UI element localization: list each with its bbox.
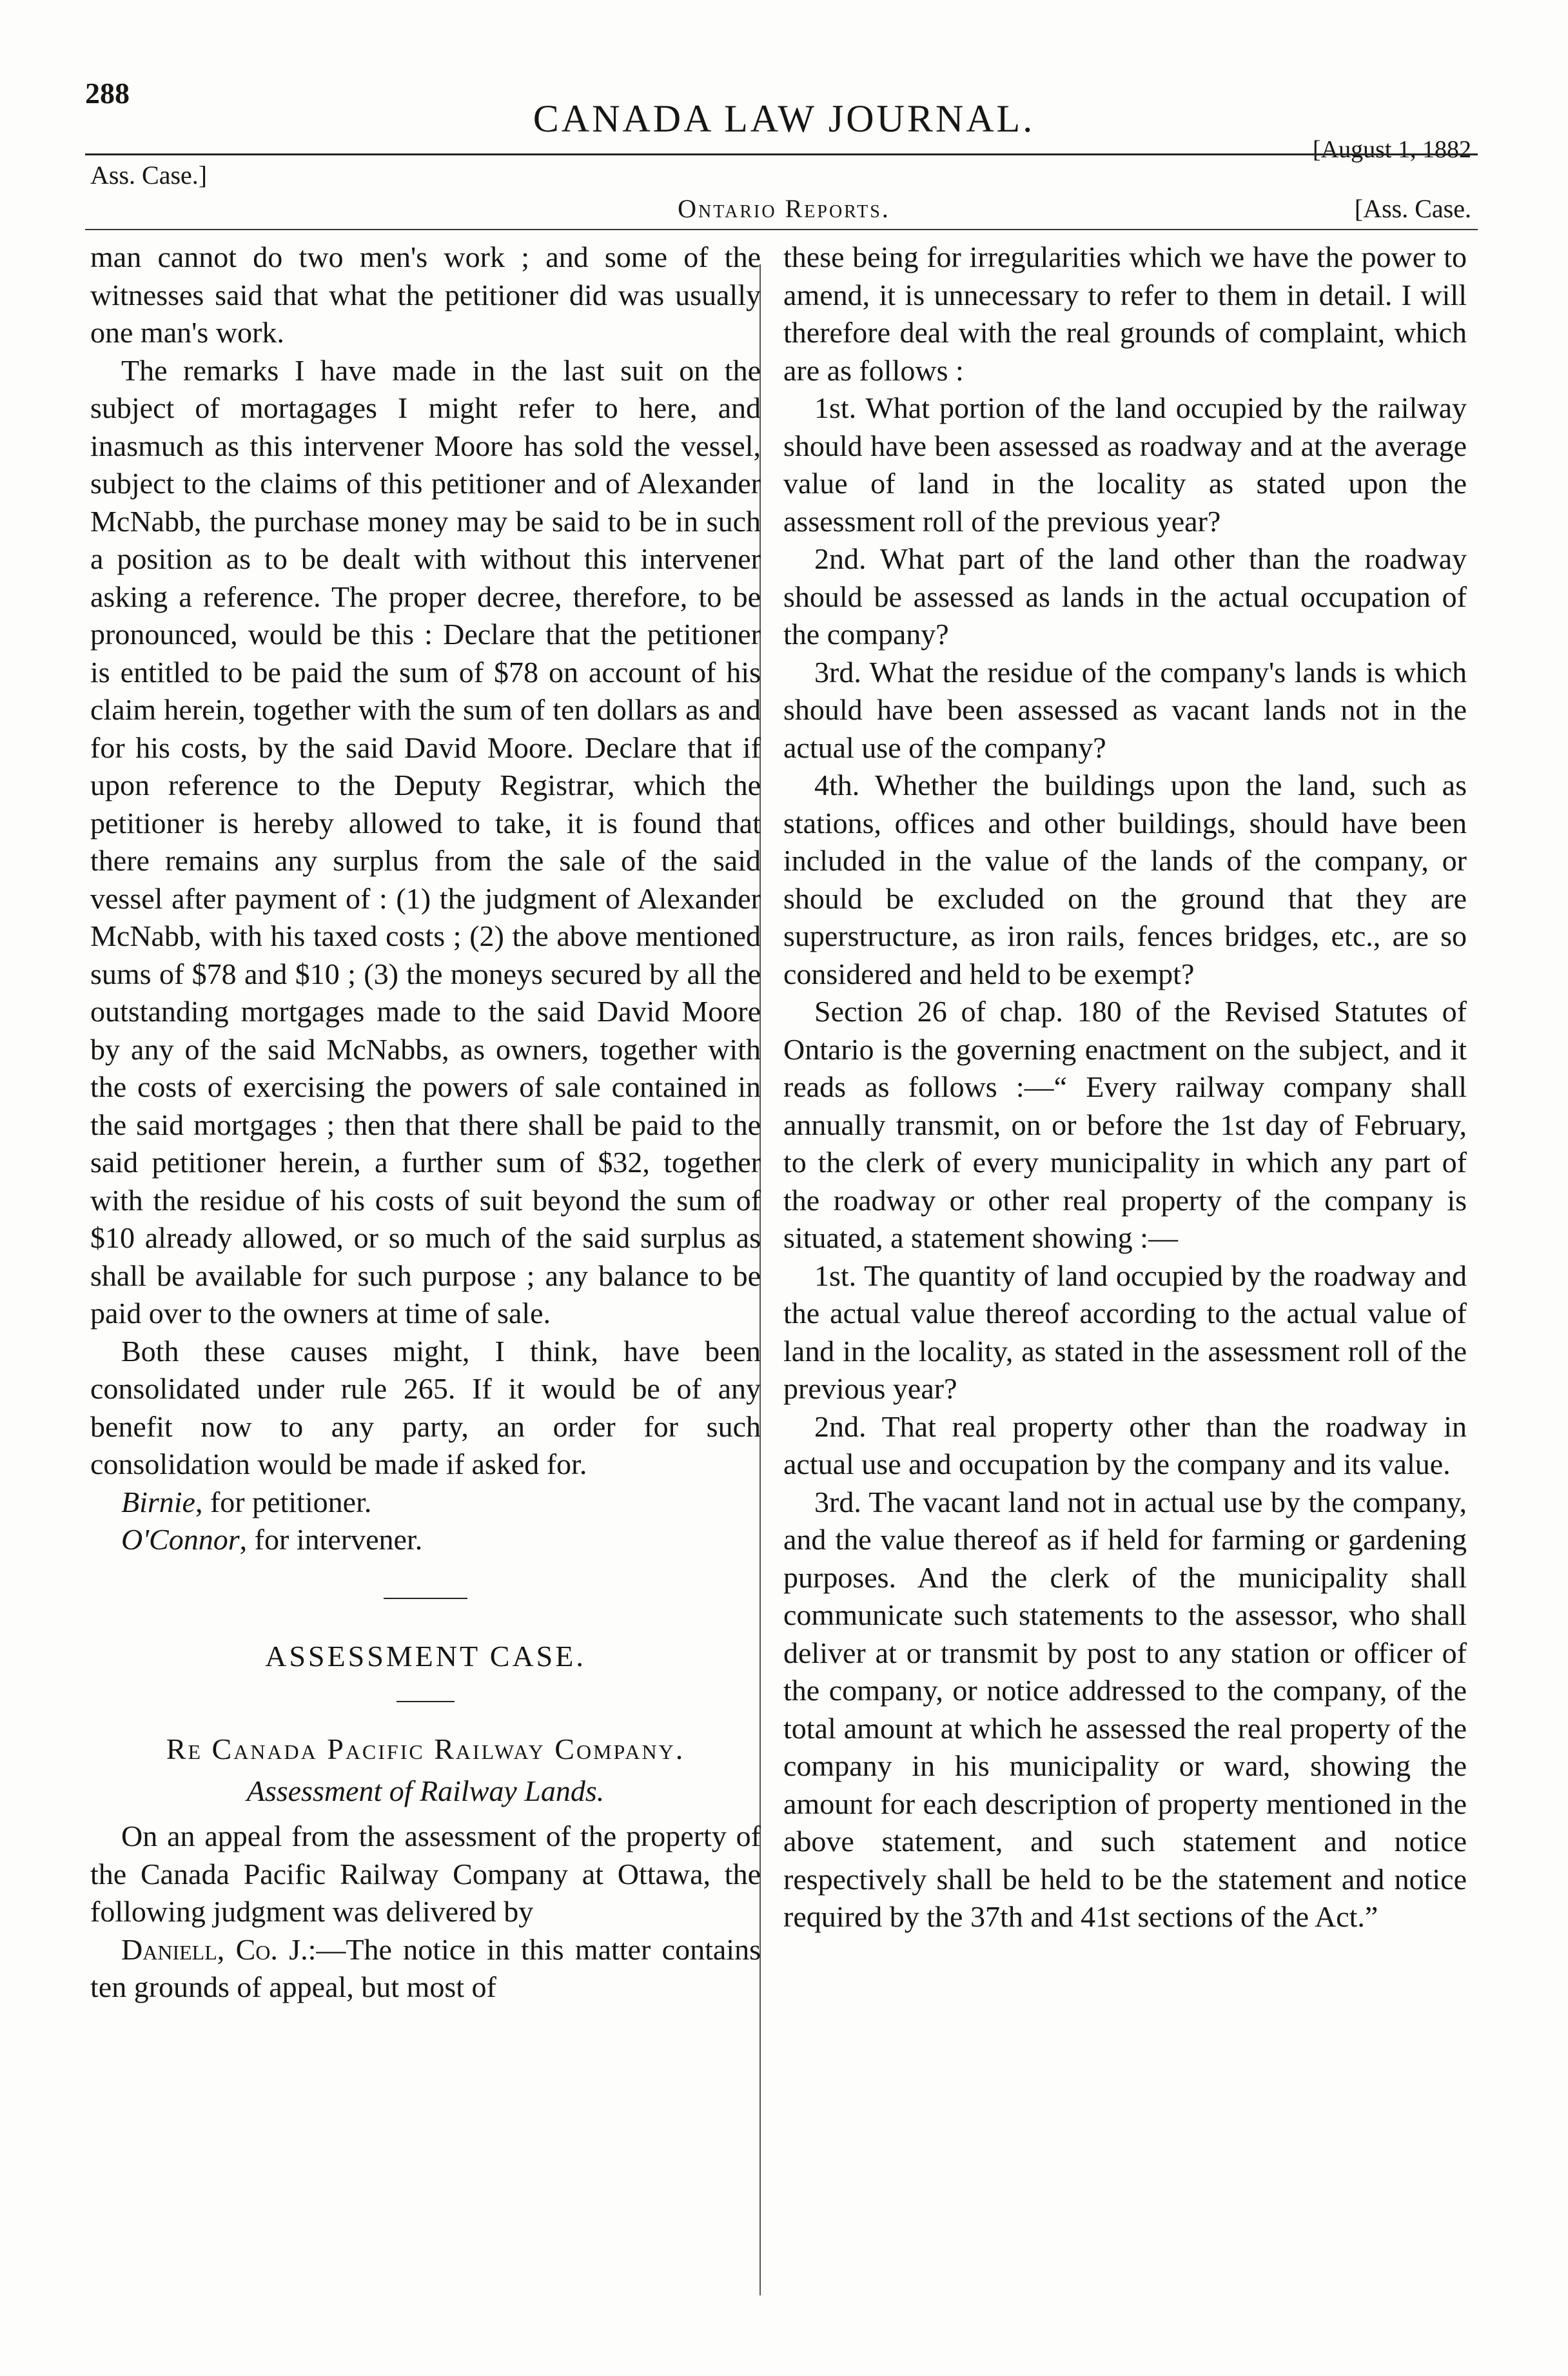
paragraph: The remarks I have made in the last suit on the subject of mortagages I might refer to here, and inasmuch as this intervener Moore has sold the vessel, subject to the claims of this petitioner and of Alexander McNabb, the purchase money may be said to be in such a position as to be dealt with without this intervener asking a reference. The proper decree, therefore, to be pronounced, would be this : Declare that the petitioner is entitled to be paid the sum of $78 on account of his claim herein, together with the sum of ten dollars as and for his costs, by the said David Moore. Declare that if upon reference to the Deputy Registrar, which the petitioner is hereby allowed to take, it is found that there remains any surplus from the sale of the said vessel after payment of : (1) the judgment of Alexander McNabb, with his taxed costs ; (2) the above mentioned sums of $78 and $10 ; (3) the moneys secured by all the outstanding mortgages made to the said David Moore by any of the said McNabbs, as owners, together with the costs of exercising the powers of sale contained in the said mortgages ; then that there shall be paid to the said petitioner herein, a further sum of $32, together with the residue of his costs of suit beyond the sum of $10 already allowed, or so much of the said surplus as shall be available for such purpose ; any balance to be paid over to the owners at time of sale.: [90, 353, 761, 1330]
paragraph: man cannot do two men's work ; and some of the witnesses said that what the petitioner did was usually one man's work.: [90, 241, 761, 349]
heading-divider: [397, 1701, 455, 1702]
counsel-name: Birnie: [121, 1485, 195, 1518]
judgment-text: :—The notice in this matter contains ten grounds of appeal, but most of: [90, 1932, 761, 2003]
header-rule-top: [85, 153, 1478, 155]
page-number: 288: [85, 77, 130, 110]
paragraph: Section 26 of chap. 180 of the Revised Statutes of Ontario is the governing enactment on the subject, and it reads as follows :—“ Every railway company shall annually transmit, on or before the 1st day of February, to the clerk of every municipality in which any part of the roadway or other real property of the company is situated, a statement showing :—: [783, 995, 1467, 1254]
counsel-line: [90, 1521, 761, 1559]
left-column: [90, 239, 761, 2007]
case-name: Re Canada Pacific Railway Company.: [166, 1733, 685, 1765]
paragraph: 1st. What portion of the land occupied by the railway should have been assessed as roadway and at the average value of land in the locality as stated upon the assessment roll of the previous year?: [783, 391, 1467, 538]
paragraph: 2nd. That real property other than the roadway in actual use and occupation by the company and its value.: [783, 1409, 1467, 1480]
right-column: [783, 239, 1467, 1936]
paragraph: On an appeal from the assessment of the property of the Canada Pacific Railway Company at Ottawa, the following judgment was delivered by: [90, 1820, 761, 1928]
counsel-line: [90, 1484, 761, 1522]
header-rule-bottom: [85, 229, 1478, 230]
paragraph: 1st. The quantity of land occupied by the roadway and the actual value thereof according to the actual value of land in the locality, as stated in the assessment roll of the previous year?: [783, 1259, 1467, 1405]
judge-name: Daniell, Co. J.: [121, 1932, 308, 1966]
issue-date: [August 1, 1882: [1313, 136, 1471, 163]
paragraph: these being for irregularities which we have the power to amend, it is unnecessary to refer to them in detail. I will therefore deal with the real grounds of complaint, which are as follows :: [783, 241, 1467, 387]
counsel-role: , for intervener.: [239, 1523, 423, 1556]
section-divider: [384, 1598, 467, 1599]
judgment-paragraph: [90, 1931, 761, 2007]
paragraph: 3rd. What the residue of the company's lands is which should have been assessed as vacant lands not in the actual use of the company?: [783, 655, 1467, 764]
counsel-name: O'Connor: [121, 1523, 240, 1556]
paragraph: 2nd. What part of the land other than the roadway should be assessed as lands in the actual occupation of the company?: [783, 542, 1467, 651]
section-label-center: Ontario Reports.: [678, 194, 890, 223]
paragraph: 3rd. The vacant land not in actual use by the company, and the value thereof as if held for farming or gardening purposes. And the clerk of the municipality shall communicate such statements to the assessor, who shall deliver at or transmit by post to any station or officer of the company, or notice addressed to the company, of the total amount at which he assessed the real property of the company in his municipality or ward, showing the amount for each description of property mentioned in the above statement, and such statement and notice respectively shall be held to be the statement and notice required by the 37th and 41st sections of the Act.”: [783, 1485, 1467, 1933]
section-label-left: Ass. Case.]: [90, 161, 208, 190]
journal-title: CANADA LAW JOURNAL.: [533, 97, 1035, 140]
paragraph: 4th. Whether the buildings upon the land, such as stations, offices and other buildings, should have been included in the value of the lands of the company, or should be excluded on the ground that they are superstructure, as iron rails, fences bridges, etc., are so considered and held to be exempt?: [783, 769, 1467, 990]
section-label-right: [Ass. Case.: [1354, 194, 1471, 223]
case-heading: ASSESSMENT CASE.: [265, 1639, 586, 1673]
counsel-role: , for petitioner.: [195, 1485, 372, 1518]
case-subject: Assessment of Railway Lands.: [246, 1774, 605, 1807]
paragraph: Both these causes might, I think, have been consolidated under rule 265. If it would be of any benefit now to any party, an order for such consolidation would be made if asked for.: [90, 1334, 761, 1480]
